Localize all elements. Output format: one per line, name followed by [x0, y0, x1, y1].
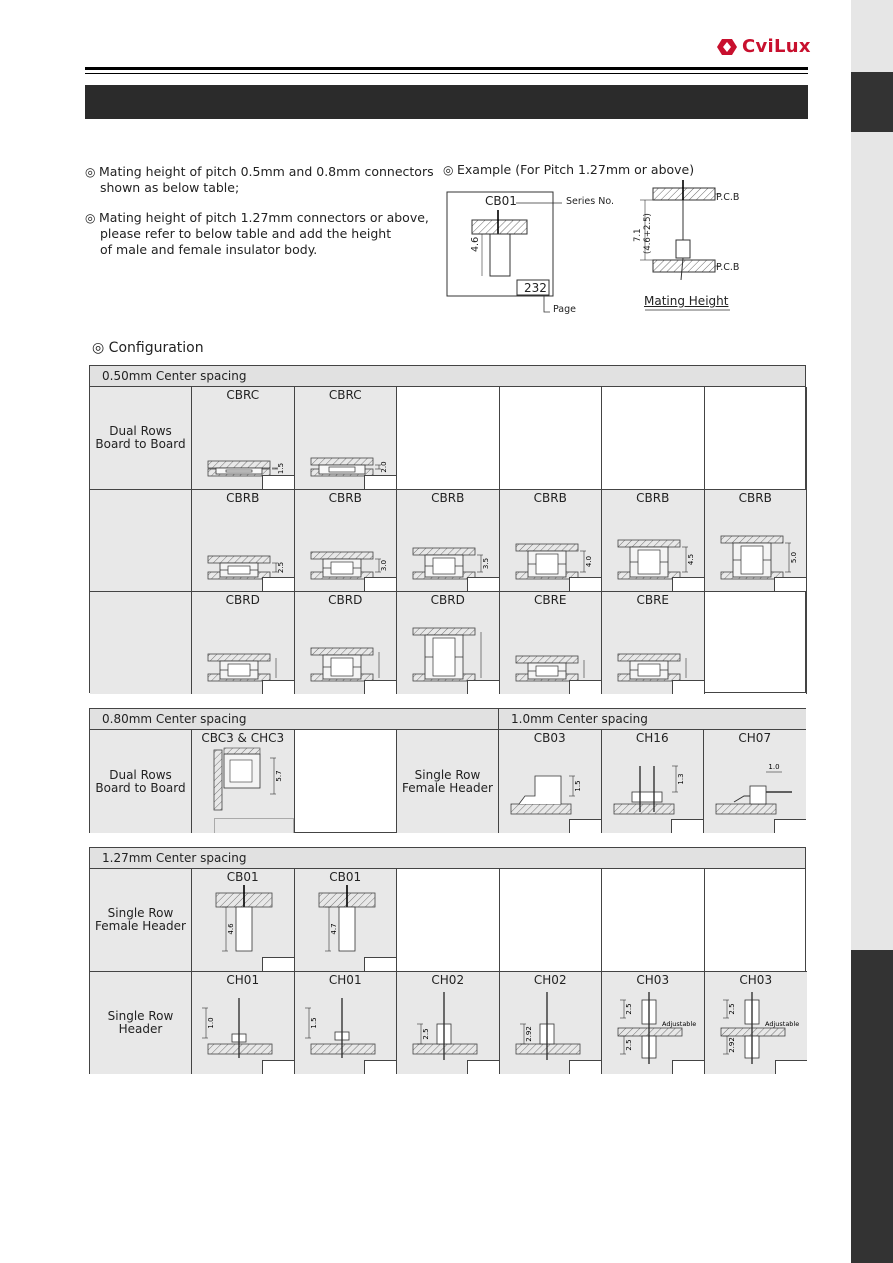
connector-cell: [192, 387, 295, 490]
dimension-label: 4.0: [584, 555, 593, 568]
mating-height-label: Mating Height: [644, 294, 729, 308]
connector-cell: [705, 490, 808, 592]
dimension-label: 5.7: [275, 770, 283, 782]
connector-series-name: CBRD: [225, 593, 260, 607]
connector-series-name: CBRB: [636, 491, 670, 505]
page-ref-box: [262, 1060, 295, 1074]
connector-series-name: CBRC: [328, 388, 362, 402]
page-ref-box: [262, 957, 295, 972]
connector-cell: [192, 972, 295, 1074]
brand-mark-icon: [717, 38, 737, 56]
dimension-label: 4.6: [227, 923, 235, 935]
note-text: Mating height of pitch 1.27mm connectors or above,: [99, 210, 429, 225]
section-080-100mm: [89, 708, 806, 833]
row-label-text: Dual Rows: [109, 424, 172, 438]
connector-cell: [192, 730, 295, 833]
note-text: of male and female insulator body.: [100, 242, 318, 257]
section-127mm-title: 1.27mm Center spacing: [90, 848, 805, 869]
side-tab-bottom: [851, 950, 893, 1263]
dimension-label: 2.5: [277, 561, 285, 574]
connector-cell: [295, 730, 398, 833]
connector-cell: [602, 972, 705, 1074]
page-ref-box: [364, 1060, 397, 1074]
row-label-text: Dual Rows: [109, 767, 172, 782]
page-ref-box: [569, 680, 602, 694]
dimension-label: 1.5: [309, 1017, 318, 1029]
connector-cell: [397, 592, 500, 694]
connector-cell: [295, 387, 398, 490]
connector-cell: [705, 387, 808, 490]
page-ref-box: [364, 957, 397, 972]
connector-series-name: CB01: [226, 870, 259, 884]
row-label-dual-rows: [90, 730, 192, 833]
page-ref-box: [774, 819, 806, 833]
connector-series-name: CH01: [328, 973, 362, 987]
configuration-title: Configuration: [108, 340, 204, 356]
connector-series-name: CH07: [738, 731, 772, 745]
section-100mm-title: 1.0mm Center spacing: [499, 709, 806, 730]
connector-cell: [500, 387, 603, 490]
connector-series-name: CH03: [739, 973, 773, 987]
connector-series-name: CBRB: [431, 491, 465, 505]
dimension-label: 2.92: [524, 1026, 533, 1042]
dimension-label: 1.0: [768, 763, 780, 771]
dimension-label: 2.5: [625, 1003, 633, 1015]
row-label-text: Single Row: [414, 767, 481, 782]
connector-series-name: CBRB: [328, 491, 362, 505]
header-rule-thin: [85, 73, 808, 74]
connector-drawing: [602, 746, 704, 830]
mating-dim-a: 7.1: [633, 228, 643, 242]
pcb-bottom-label: P.C.B: [716, 262, 740, 273]
connector-cell: [192, 869, 295, 972]
page-ref-box: [467, 577, 500, 592]
connector-cell: [602, 730, 705, 833]
bullet-icon: ◎: [443, 163, 454, 177]
connector-cell: [705, 869, 808, 972]
brand-name: CviLux: [742, 36, 811, 57]
connector-cell: [705, 972, 808, 1074]
page-ref-box: [467, 680, 500, 694]
connector-cell: [602, 387, 705, 490]
connector-cell: [705, 592, 808, 694]
pcb-top-label: P.C.B: [716, 192, 740, 203]
dimension-label: 2.92: [727, 1037, 736, 1053]
connector-cell: [397, 387, 500, 490]
bullet-icon: ◎: [92, 340, 105, 356]
page-ref-box: [671, 819, 704, 833]
connector-cell: [397, 972, 500, 1074]
example-dim: 4.6: [470, 236, 481, 252]
row-label-single-row: [90, 972, 192, 1074]
row-label-single-row: [90, 869, 192, 972]
page-ref-box: [672, 1060, 705, 1074]
connector-series-name: CH03: [636, 973, 670, 987]
dimension-label: 3.0: [379, 559, 388, 572]
connector-cell: [192, 490, 295, 592]
note-pitch-large: [85, 210, 435, 258]
dimension-label: 1.5: [574, 780, 582, 792]
connector-cell: [499, 730, 602, 833]
dimension-label: 2.5: [625, 1039, 633, 1051]
page-ref-box: [569, 819, 602, 833]
note-text: shown as below table;: [100, 180, 240, 195]
page-ref-box: [364, 680, 397, 694]
page-ref-box: [569, 577, 602, 592]
connector-series-name: CBRE: [533, 593, 567, 607]
row-label-text: Header: [118, 1022, 163, 1036]
page-ref-box: [214, 818, 294, 833]
dimension-label: 2.5: [727, 1003, 736, 1015]
header-rule-thick: [85, 67, 808, 70]
example-page-label: Page: [553, 304, 576, 315]
connector-cell: [295, 592, 398, 694]
connector-series-name: CBRD: [430, 593, 465, 607]
connector-cell: [295, 972, 398, 1074]
connector-cell: [500, 490, 603, 592]
page-ref-box: [262, 475, 295, 490]
connector-cell: [602, 490, 705, 592]
dimension-label: 2.5: [422, 1028, 430, 1040]
connector-series-name: CBRB: [226, 491, 260, 505]
connector-cell: [602, 592, 705, 694]
connector-series-name: CH16: [635, 731, 669, 745]
page-ref-box: [262, 577, 295, 592]
connector-series-name: CBRB: [533, 491, 567, 505]
adjustable-note: Adjustable: [662, 1020, 697, 1028]
dimension-label: 4.7: [329, 923, 338, 935]
connector-cell: [295, 869, 398, 972]
example-series-code: CB01: [485, 194, 517, 208]
connector-cell: [602, 869, 705, 972]
dimension-label: 1.3: [676, 773, 685, 785]
connector-series-name: CH02: [431, 973, 465, 987]
note-text: please refer to below table and add the height: [100, 226, 392, 241]
connector-cell: [295, 490, 398, 592]
page-ref-box: [775, 1060, 807, 1074]
page-ref-box: [262, 680, 295, 694]
row-label-text: Female Header: [402, 780, 493, 795]
connector-cell: [397, 869, 500, 972]
dimension-label: 5.0: [789, 551, 798, 564]
page-ref-box: [364, 577, 397, 592]
connector-series-name: CB03: [533, 731, 566, 745]
dimension-label: 1.0: [207, 1017, 215, 1029]
connector-cell: [397, 490, 500, 592]
page-ref-box: [569, 1060, 602, 1074]
dimension-label: 3.5: [482, 557, 490, 570]
row-label-empty: [90, 592, 192, 694]
dimension-label: 4.5: [687, 553, 695, 566]
connector-series-name: CBC3 & CHC3: [201, 731, 285, 745]
dimension-label: 2.0: [379, 461, 388, 473]
connector-cell: [500, 592, 603, 694]
configuration-heading: [92, 340, 204, 356]
row-label-text: Board to Board: [95, 437, 186, 451]
connector-series-name: CBRC: [226, 388, 260, 402]
connector-cell: [704, 730, 806, 833]
row-label-text: Female Header: [95, 919, 186, 933]
connector-drawing: [499, 746, 601, 830]
connector-cell: [500, 869, 603, 972]
example-series-label: Series No.: [566, 196, 615, 207]
bullet-icon: ◎: [85, 165, 96, 179]
side-tab-top: [851, 72, 893, 132]
connector-drawing: [704, 746, 806, 830]
row-label-dual-rows: [90, 387, 192, 490]
connector-series-name: CB01: [329, 870, 362, 884]
page-ref-box: [364, 475, 397, 490]
connector-series-name: CBRE: [636, 593, 670, 607]
connector-cell: [192, 592, 295, 694]
section-127mm: [89, 847, 806, 1074]
mating-dim-b: (4.6+2.5): [643, 213, 653, 254]
brand-logo: [717, 36, 811, 57]
connector-series-name: CH01: [226, 973, 260, 987]
connector-series-name: CBRD: [328, 593, 363, 607]
section-080mm-title: 0.80mm Center spacing: [90, 709, 499, 730]
dimension-label: 1.5: [277, 462, 285, 475]
title-banner: [85, 85, 808, 119]
section-050mm: [89, 365, 806, 693]
page-ref-box: [467, 1060, 500, 1074]
note-text: Example (For Pitch 1.27mm or above): [457, 162, 695, 177]
connector-series-name: CH02: [533, 973, 567, 987]
example-title: [443, 162, 694, 178]
page-ref-box: [672, 680, 705, 694]
page-ref-box: [672, 577, 705, 592]
section-050mm-title: 0.50mm Center spacing: [90, 366, 805, 387]
connector-series-name: CBRB: [738, 491, 772, 505]
row-label-text: Single Row: [107, 1009, 174, 1023]
row-label-empty: [90, 490, 192, 592]
row-label-text: Board to Board: [95, 780, 186, 795]
row-label-text: Single Row: [107, 906, 174, 920]
note-pitch-small: [85, 164, 435, 196]
adjustable-note: Adjustable: [764, 1020, 799, 1028]
bullet-icon: ◎: [85, 211, 96, 225]
row-label-single-row: [397, 730, 499, 833]
connector-cell: [500, 972, 603, 1074]
example-page-number: 232: [524, 281, 547, 295]
page-ref-box: [774, 577, 807, 592]
note-text: Mating height of pitch 0.5mm and 0.8mm connectors: [99, 164, 434, 179]
